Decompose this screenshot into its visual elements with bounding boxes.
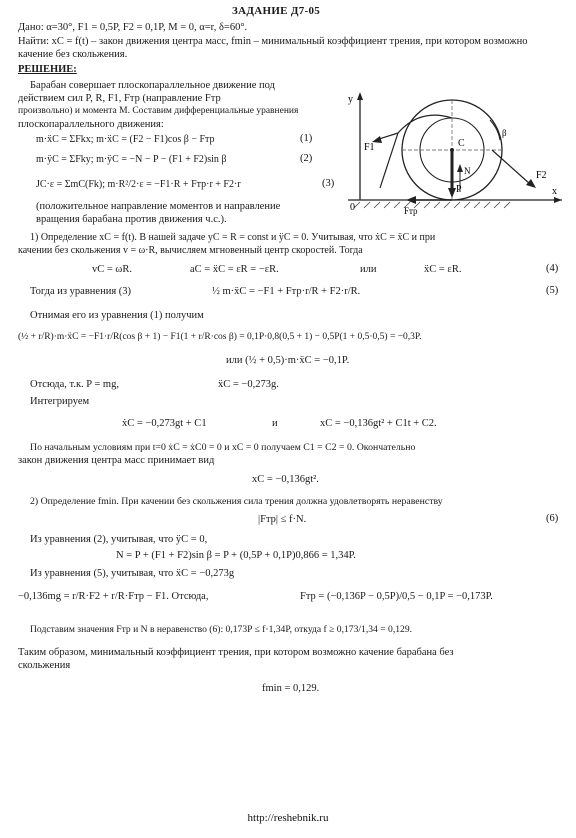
inequality: |Fтр| ≤ f·N. <box>258 514 307 525</box>
kin-xc: ẍC = εR. <box>424 264 462 275</box>
step1-line-1: 1) Определение xC = f(t). В нашей задаче yC = R = const и ÿC = 0. Учитывая, что ẋC = ẍC и при <box>30 232 436 243</box>
initial-line-2: закон движения центра масс принимает вид <box>18 455 215 466</box>
conclusion-line-2: скольжения <box>18 660 71 671</box>
note-line-2: вращения барабана против движения ч.с.). <box>36 214 227 225</box>
substitute-line: Подставим значения Fтр и N в неравенство (6): 0,173P ≤ f·1,34P, откуда f ≥ 0,173/1,34 = 0,129. <box>30 624 413 635</box>
figure-label-p: P <box>456 184 462 195</box>
n-value: N = P + (F1 + F2)sin β = P + (0,5P + 0,1P)0,866 = 1,34P. <box>116 550 356 561</box>
footer-url[interactable]: http://reshebnik.ru <box>247 812 329 824</box>
from-eq2: Из уравнения (2), учитывая, что ÿC = 0, <box>30 534 208 545</box>
figure-label-y: y <box>348 94 353 105</box>
big-equation-2: или (½ + 0,5)·m·ẍC = −0,1P. <box>226 355 350 366</box>
figure-label-origin: 0 <box>350 202 355 213</box>
figure-label-c: C <box>458 138 465 149</box>
equation-3-number: (3) <box>322 178 335 189</box>
given-line: Дано: α=30°, F1 = 0,5P, F2 = 0,1P, M = 0, α=r, δ=60°. <box>18 22 248 33</box>
kin-ac: aC = ẍC = εR = −εR. <box>190 264 279 275</box>
otkuda-a: Отсюда, т.к. P = mg, <box>30 379 119 390</box>
intro-line-3: произвольно) и момента M. Составим дифференциальные уравнения <box>18 106 299 116</box>
equation-5: ½ m·ẍC = −F1 + Fтр·r/R + F2·r/R. <box>212 286 361 297</box>
figure-label-beta: β <box>502 128 507 138</box>
integral-b: и <box>272 418 278 429</box>
equation-1-number: (1) <box>300 133 313 144</box>
fmin-result: fmin = 0,129. <box>262 683 320 694</box>
find-line: Найти: xC = f(t) – закон движения центра масс, fmin – минимальный коэффициент трения, при котором возможно качение без скольжения. <box>18 36 528 60</box>
kin-vc: vC = ωR. <box>92 264 132 275</box>
then-eq3: Тогда из уравнения (3) <box>30 286 132 297</box>
drum-figure <box>340 88 564 218</box>
initial-line-1: По начальным условиям при t=0 ẋC = ẋC0 = 0 и xC = 0 получаем C1 = C2 = 0. Окончательно <box>30 442 416 453</box>
figure-label-ftr: Fтр <box>404 206 418 216</box>
step2-line: 2) Определение fmin. При качении без скольжения сила трения должна удовлетворять неравенству <box>30 496 443 507</box>
motion-law: xC = −0,136gt². <box>252 474 319 485</box>
big-equation: (½ + r/R)·m·ẍC = −F1·r/R(cos β + 1) − F1(1 + r/R·cos β) = 0,1P·0,8(0,5 + 1) − 0,5P(1 + 0,5·0,5) = −0,3P. <box>18 332 422 342</box>
intro-line-1: Барабан совершает плоскопараллельное движение под <box>30 80 275 91</box>
equation-5-number: (5) <box>546 285 559 296</box>
task-title: ЗАДАНИЕ Д7-05 <box>232 5 321 17</box>
otkuda-b: ẍC = −0,273g. <box>218 379 279 390</box>
solution-label: РЕШЕНИЕ: <box>18 64 77 75</box>
integral-c: xC = −0,136gt² + C1t + C2. <box>320 418 437 429</box>
integrate-label: Интегрируем <box>30 396 90 407</box>
kin-or: или <box>360 264 377 275</box>
intro-line-4: плоскопараллельного движения: <box>18 119 164 130</box>
step1-line-2: качении без скольжения v = ω·R, вычисляем мгновенный центр скоростей. Тогда <box>18 245 363 256</box>
equation-2: m·ÿC = ΣFky; m·ÿC = −N − P − (F1 + F2)sin β <box>36 154 227 165</box>
note-line-1: (положительное направление моментов и направление <box>36 201 281 212</box>
equation-2-number: (2) <box>300 153 313 164</box>
figure-label-x: x <box>552 186 557 197</box>
subtract-line: Отнимая его из уравнения (1) получим <box>30 310 204 321</box>
ftr-value: Fтр = (−0,136P − 0,5P)/0,5 − 0,1P = −0,173P. <box>300 591 493 602</box>
kin-number: (4) <box>546 263 559 274</box>
equation-1: m·ẍC = ΣFkx; m·ẍC = (F2 − F1)cos β − Fтр <box>36 134 215 145</box>
integral-a: ẋC = −0,273gt + C1 <box>122 418 207 429</box>
figure-label-f1: F1 <box>364 142 375 153</box>
ftr-equation: −0,136mg = r/R·F2 + r/R·Fтр − F1. Отсюда, <box>18 591 209 602</box>
intro-line-2: действием сил P, R, F1, Fтр (направление Fтр <box>18 93 221 104</box>
inequality-number: (6) <box>546 513 559 524</box>
conclusion-line-1: Таким образом, минимальный коэффициент трения, при котором возможно качение барабана без <box>18 647 454 658</box>
from-eq5: Из уравнения (5), учитывая, что ẍC = −0,273g <box>30 568 235 579</box>
figure-label-n: N <box>464 166 471 176</box>
equation-3: JC·ε = ΣmC(Fk); m·R²/2·ε = −F1·R + Fтр·r + F2·r <box>36 179 241 190</box>
figure-label-f2: F2 <box>536 170 547 181</box>
